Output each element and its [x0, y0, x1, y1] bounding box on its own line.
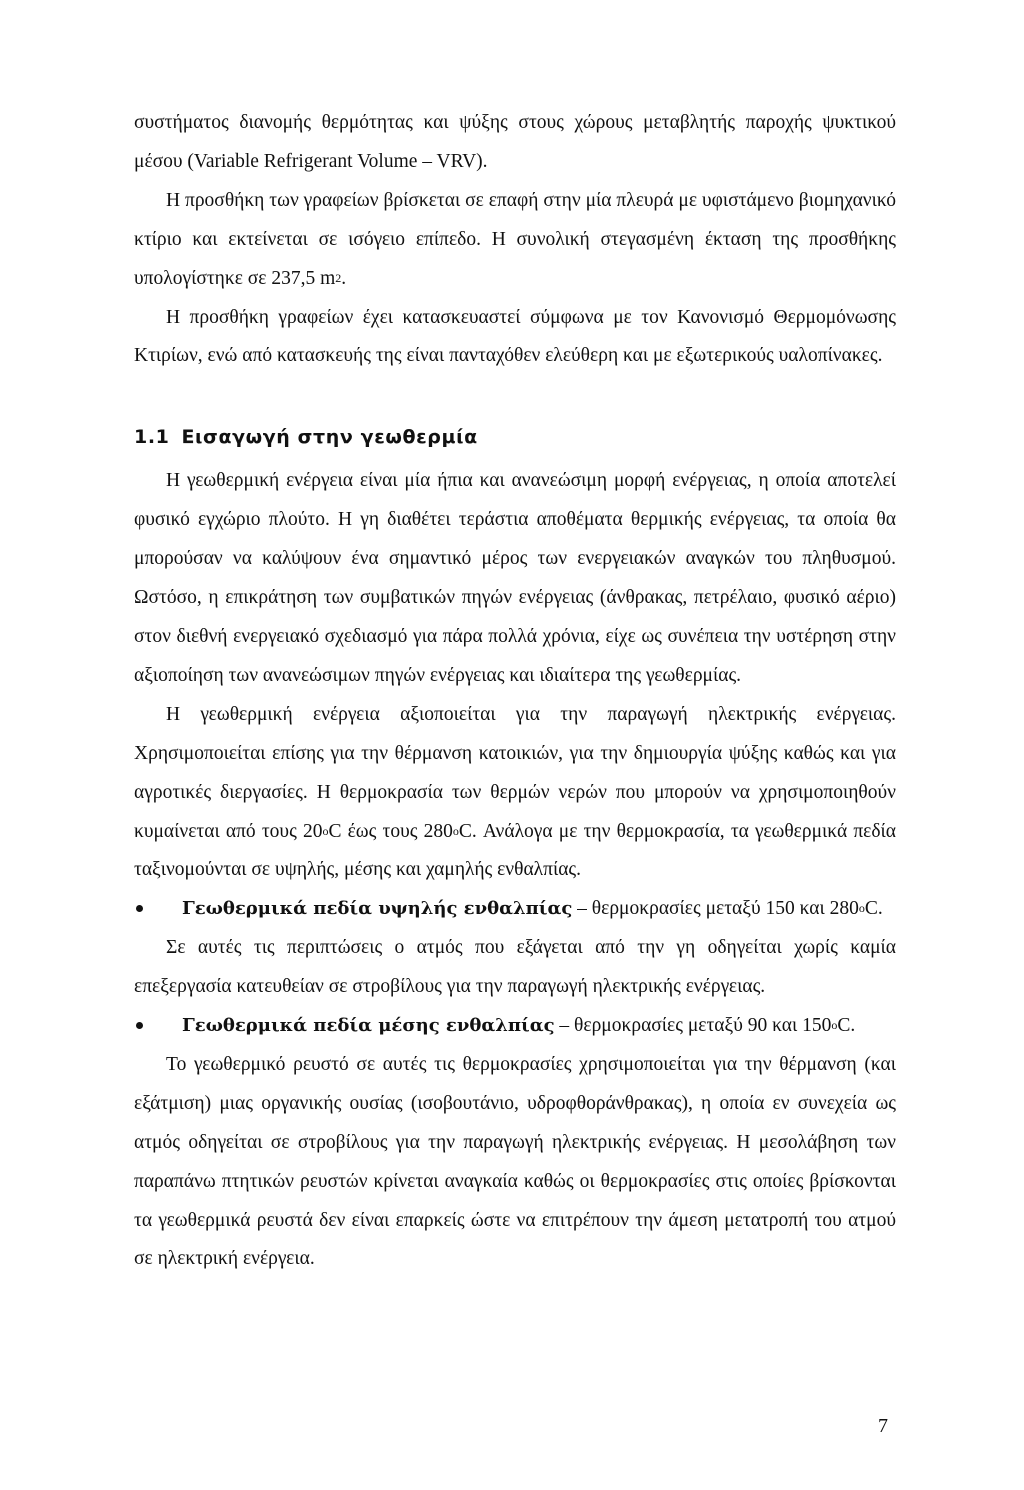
section-paragraph-2-part-b: C έως τους 280 [328, 820, 453, 842]
bullet-medium-enthalpy-range: – θερμοκρασίες μεταξύ 90 και 150 [554, 1015, 832, 1037]
intro-paragraph-2-text: Η προσθήκη των γραφείων βρίσκεται σε επαφή στην μία πλευρά με υφιστάμενο βιομηχανικό κτίριο και εκτείνεται σε ισόγειο επίπεδο. Η συνολική στεγασμένη έκταση της προσθήκης υπολογίστηκε σε 237,5 m [134, 189, 896, 289]
section-heading [134, 422, 896, 452]
area-unit-superscript: 2 [335, 270, 342, 285]
bullet-high-enthalpy-unit: C. [864, 898, 883, 920]
intro-paragraph-3: Η προσθήκη γραφείων έχει κατασκευαστεί σύμφωνα με τον Κανονισμό Θερμομόνωσης Κτιρίων, ενώ από κατασκευής της είναι πανταχόθεν ελεύθερη και με εξωτερικούς υαλοπίνακες. [134, 306, 896, 367]
bullet-high-enthalpy-title: Γεωθερμικά πεδία υψηλής ενθαλπίας [182, 898, 573, 920]
enthalpy-bullet-list-2 [134, 1007, 896, 1046]
high-enthalpy-explanation: Σε αυτές τις περιπτώσεις ο ατμός που εξάγεται από την γη οδηγείται χωρίς καμία επεξεργασία κατευθείαν σε στροβίλους για την παραγωγή ηλεκτρικής ενέργειας. [134, 937, 896, 998]
bullet-high-enthalpy [134, 890, 896, 929]
page-content [134, 104, 896, 1279]
bullet-dot-icon [134, 1007, 182, 1046]
bullet-medium-enthalpy-unit: C. [837, 1015, 856, 1037]
section-number: 1.1 [134, 426, 170, 449]
intro-paragraph-1: συστήματος διανομής θερμότητας και ψύξης στους χώρους μεταβλητής παροχής ψυκτικού μέσου (Variable Refrigerant Volume – VRV). [134, 112, 896, 172]
bullet-high-enthalpy-degree: o [858, 901, 865, 916]
intro-paragraph-2 [134, 182, 896, 299]
bullet-medium-enthalpy-title: Γεωθερμικά πεδία μέσης ενθαλπίας [182, 1015, 555, 1037]
enthalpy-bullet-list [134, 890, 896, 929]
bullet-medium-enthalpy-degree: o [831, 1018, 838, 1033]
section-paragraph-1: Η γεωθερμική ενέργεια είναι μία ήπια και ανανεώσιμη μορφή ενέργειας, η οποία αποτελεί φυσικό εγχώριο πλούτο. Η γη διαθέτει τεράστια αποθέματα θερμικής ενέργειας, τα οποία θα μπορούσαν να καλύψουν ένα σημαντικό μέρος των ενεργειακών αναγκών του πληθυσμού. Ωστόσο, η επικράτηση των συμβατικών πηγών ενέργειας (άνθρακας, πετρέλαιο, φυσικό αέριο) στον διεθνή ενεργειακό σχεδιασμό για πάρα πολλά χρόνια, είχε ως συνέπεια την υστέρηση στην αξιοποίηση των ανανεώσιμων πηγών ενέργειας και ιδιαίτερα της γεωθερμίας. [134, 470, 896, 686]
intro-paragraph-2-tail: . [341, 267, 347, 289]
bullet-medium-enthalpy [134, 1007, 896, 1046]
bullet-dot-icon [134, 890, 182, 929]
bullet-medium-enthalpy-text [182, 1007, 896, 1046]
section-paragraph-2-part-c: C. Ανάλογα με την θερμοκρασία, τα γεωθερμικά πεδία ταξινομούνται σε υψηλής, μέσης και χαμηλής ενθαλπίας. [134, 820, 897, 881]
page-number: 7 [878, 1415, 888, 1437]
bullet-high-enthalpy-range: – θερμοκρασίες μεταξύ 150 και 280 [572, 898, 859, 920]
section-paragraph-2 [134, 696, 896, 891]
section-paragraph-2-part-a: Η γεωθερμική ενέργεια αξιοποιείται για την παραγωγή ηλεκτρικής ενέργειας. Χρησιμοποιείται επίσης για την θέρμανση κατοικιών, για την δημιουργία ψύξης καθώς και για αγροτικές διεργασίες. Η θερμοκρασία των θερμών νερών που μπορούν να χρησιμοποιηθούν κυμαίνεται από τους 20 [134, 703, 896, 842]
section-title: Εισαγωγή στην γεωθερμία [181, 426, 478, 449]
degree-superscript-1: o [322, 823, 329, 838]
medium-enthalpy-explanation: Το γεωθερμικό ρευστό σε αυτές τις θερμοκρασίες χρησιμοποιείται για την θέρμανση (και εξάτμιση) μιας οργανικής ουσίας (ισοβουτάνιο, υδροφθοράνθρακας), η οποία εν συνεχεία ως ατμός οδηγείται σε στροβίλους για την παραγωγή ηλεκτρικής ενέργειας. Η μεσολάβηση των παραπάνω πτητικών ρευστών κρίνεται αναγκαία καθώς οι θερμοκρασίες στις οποίες βρίσκονται τα γεωθερμικά ρευστά δεν είναι επαρκείς ώστε να επιτρέπουν την άμεση μετατροπή του ατμού σε ηλεκτρική ενέργεια. [134, 1053, 896, 1270]
bullet-high-enthalpy-text [182, 890, 896, 929]
degree-superscript-2: o [452, 823, 459, 838]
